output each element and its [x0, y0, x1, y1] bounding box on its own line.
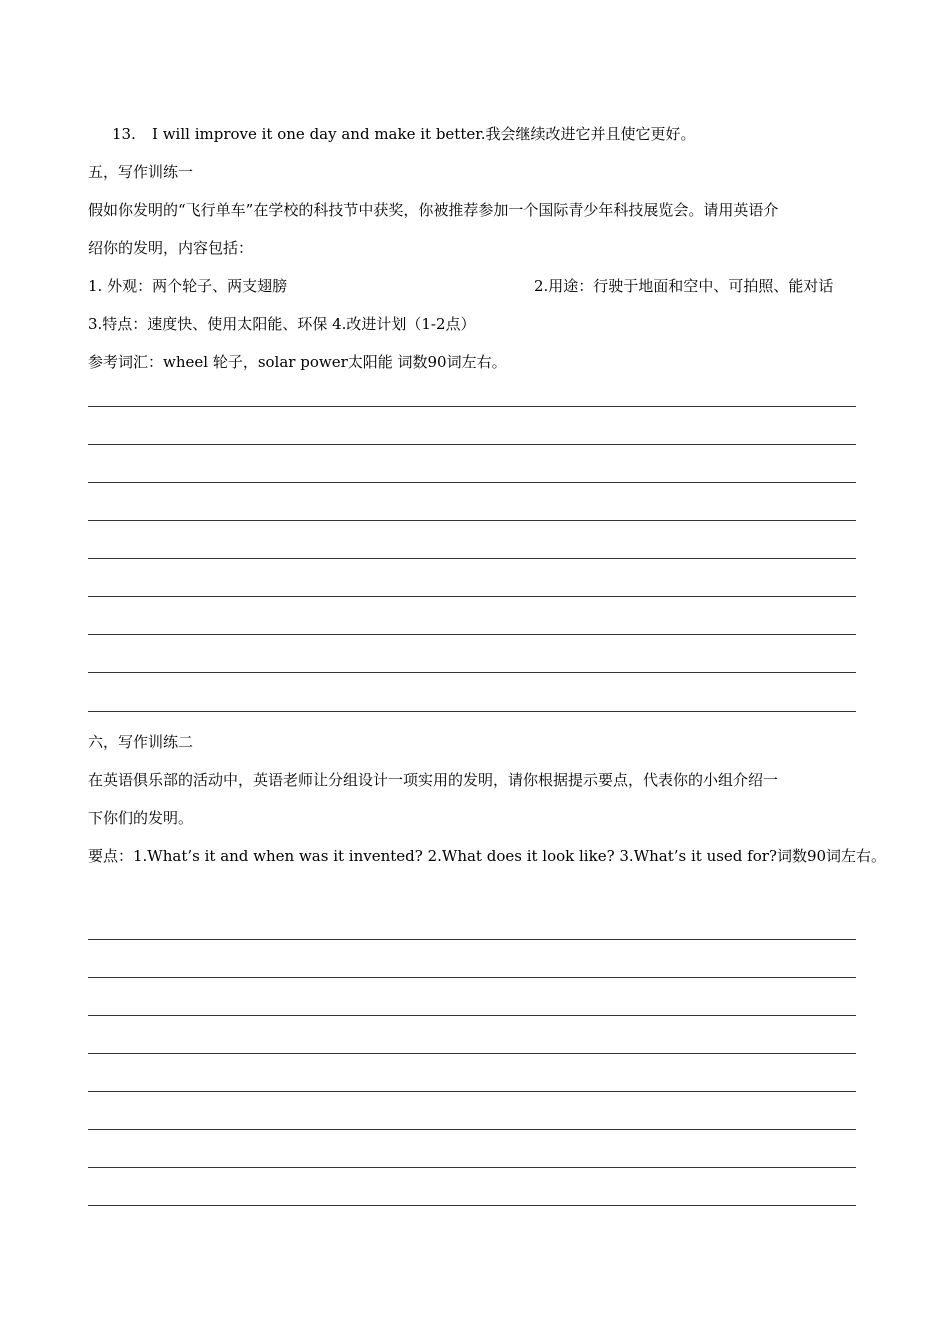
section5-vocab: 参考词汇：wheel 轮子，solar power太阳能 词数90词左右。	[88, 353, 507, 371]
answer-line[interactable]	[88, 672, 856, 673]
answer-line[interactable]	[88, 1015, 856, 1016]
item-13	[112, 124, 696, 144]
answer-line[interactable]	[88, 406, 856, 407]
section6-key-points: 要点：1.What’s it and when was it invented? 2.What does it look like? 3.What’s it used for?词数90词左右。	[88, 847, 887, 865]
section5-heading: 五，写作训练一	[88, 163, 194, 181]
section6-prompt-line2: 下你们的发明。	[88, 809, 194, 827]
answer-line[interactable]	[88, 634, 856, 635]
section5-prompt-line1: 假如你发明的“飞行单车”在学校的科技节中获奖，你被推荐参加一个国际青少年科技展览会。请用英语介	[88, 201, 779, 219]
answer-line[interactable]	[88, 596, 856, 597]
answer-line[interactable]	[88, 482, 856, 483]
answer-line[interactable]	[88, 1205, 856, 1206]
item-13-text: I will improve it one day and make it better.我会继续改进它并且使它更好。	[152, 125, 696, 143]
section5-point3-4: 3.特点：速度快、使用太阳能、环保 4.改进计划（1-2点）	[88, 315, 476, 333]
section5-point2: 2.用途：行驶于地面和空中、可拍照、能对话	[534, 277, 834, 295]
section5-prompt-line2: 绍你的发明，内容包括：	[88, 239, 254, 257]
section6-heading: 六，写作训练二	[88, 733, 194, 751]
answer-line[interactable]	[88, 939, 856, 940]
section5-point1: 1. 外观：两个轮子、两支翅膀	[88, 277, 288, 295]
answer-line[interactable]	[88, 520, 856, 521]
answer-line[interactable]	[88, 1167, 856, 1168]
item-13-number: 13.	[112, 125, 136, 143]
answer-line[interactable]	[88, 558, 856, 559]
answer-line[interactable]	[88, 1053, 856, 1054]
answer-line[interactable]	[88, 1129, 856, 1130]
answer-line[interactable]	[88, 711, 856, 712]
answer-line[interactable]	[88, 977, 856, 978]
answer-line[interactable]	[88, 1091, 856, 1092]
answer-line[interactable]	[88, 444, 856, 445]
section6-prompt-line1: 在英语俱乐部的活动中，英语老师让分组设计一项实用的发明，请你根据提示要点，代表你的小组介绍一	[88, 771, 779, 789]
